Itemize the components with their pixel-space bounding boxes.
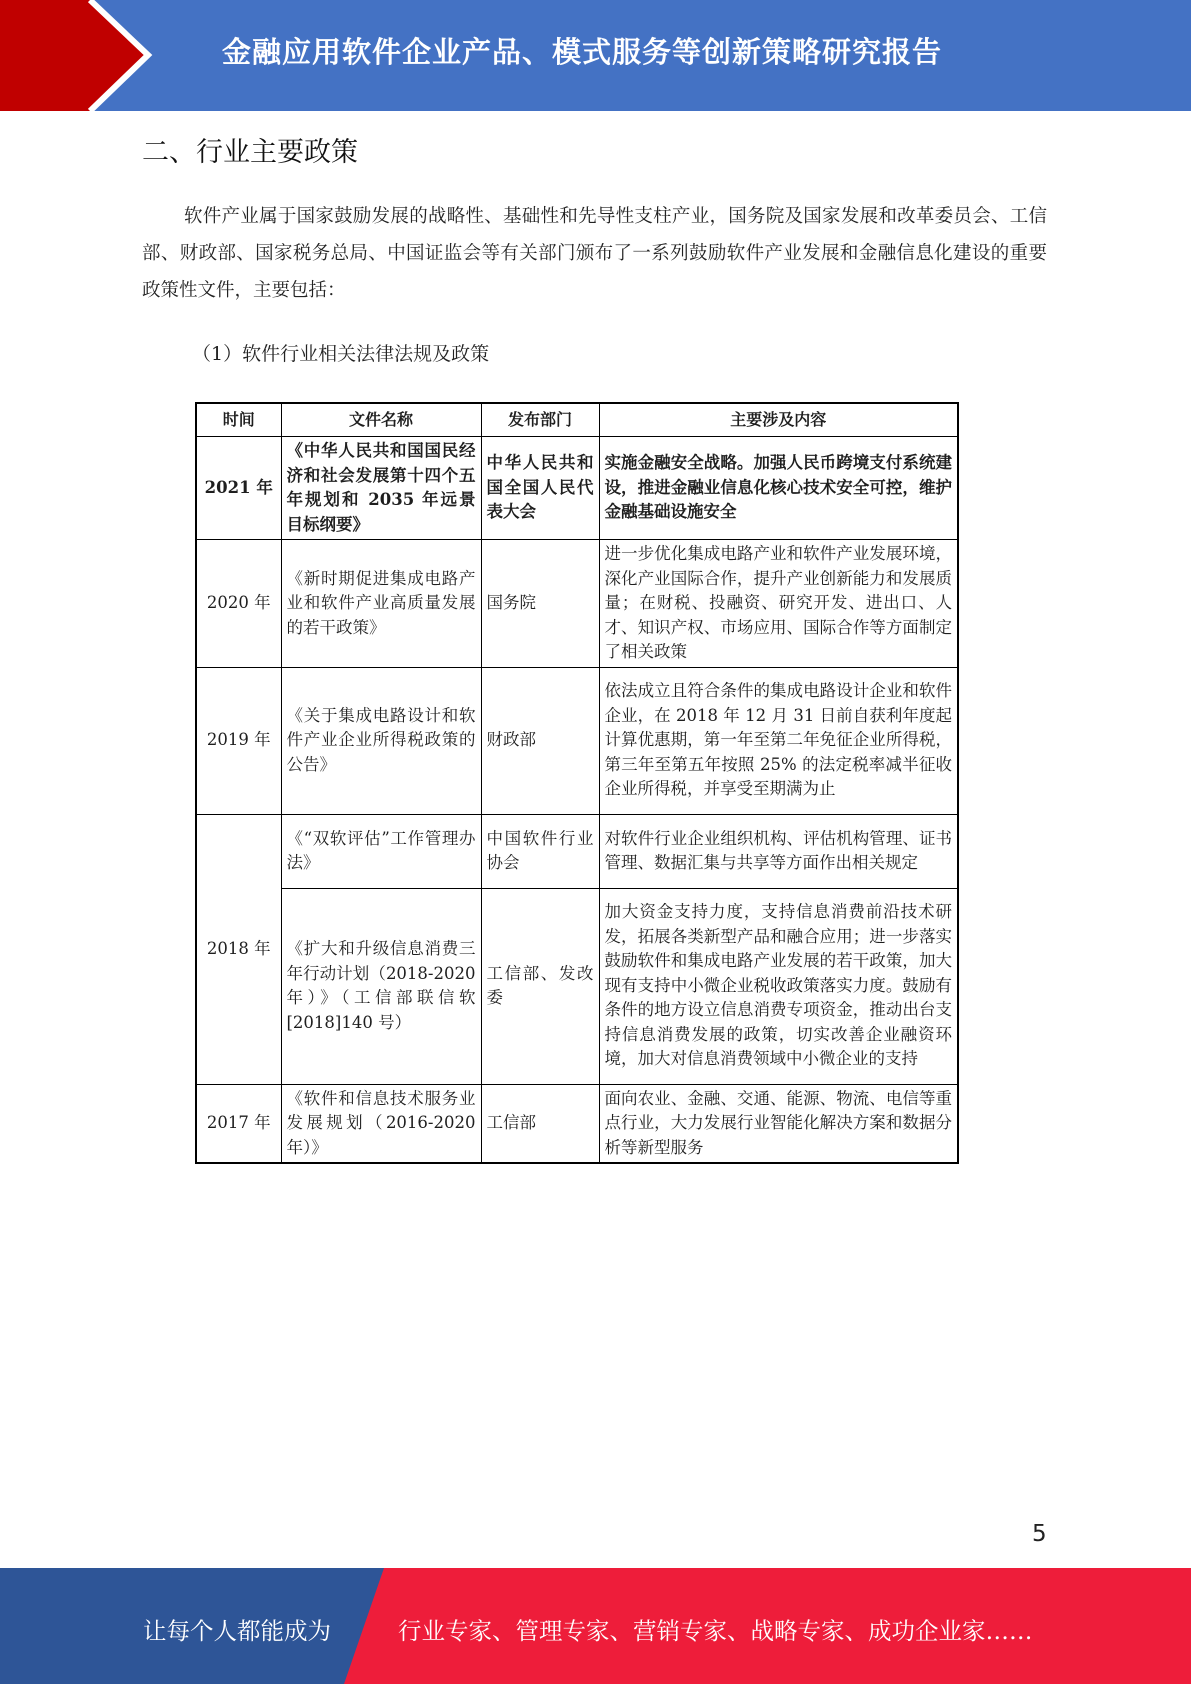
row-content: 面向农业、金融、交通、能源、物流、电信等重点行业，大力发展行业智能化解决方案和数据分析等新型服务 <box>599 1084 958 1163</box>
row-year: 2021 年 <box>196 437 281 540</box>
header-document-name: 文件名称 <box>281 403 481 437</box>
report-title: 金融应用软件企业产品、模式服务等创新策略研究报告 <box>222 35 943 69</box>
row-document-name: 《“双软评估”工作管理办法》 <box>281 814 481 888</box>
policy-table <box>195 402 959 1164</box>
table-header-row <box>196 403 958 437</box>
table-row <box>196 667 958 814</box>
row-year: 2017 年 <box>196 1084 281 1163</box>
table-row <box>196 814 958 888</box>
row-year: 2018 年 <box>196 814 281 1084</box>
row-department: 国务院 <box>481 540 599 668</box>
table-subheading: （1）软件行业相关法律法规及政策 <box>192 343 490 365</box>
row-document-name: 《中华人民共和国国民经济和社会发展第十四个五年规划和 2035 年远景目标纲要》 <box>281 437 481 540</box>
row-content: 实施金融安全战略。加强人民币跨境支付系统建设，推进金融业信息化核心技术安全可控，维护金融基础设施安全 <box>599 437 958 540</box>
row-content: 依法成立且符合条件的集成电路设计企业和软件企业，在 2018 年 12 月 31 日前自获利年度起计算优惠期，第一年至第二年免征企业所得税，第三年至第五年按照 25% 的法定税率减半征收企业所得税，并享受至期满为止 <box>599 667 958 814</box>
row-content: 加大资金支持力度，支持信息消费前沿技术研发，拓展各类新型产品和融合应用；进一步落实鼓励软件和集成电路产业发展的若干政策，加大现有支持中小微企业税收政策落实力度。鼓励有条件的地方设立信息消费专项资金，推动出台支持信息消费发展的政策，切实改善企业融资环境，加大对信息消费领域中小微企业的支持 <box>599 888 958 1084</box>
header-department: 发布部门 <box>481 403 599 437</box>
row-document-name: 《扩大和升级信息消费三年行动计划（2018-2020 年）》（工信部联信软 [2018]140 号） <box>281 888 481 1084</box>
row-department: 工信部、发改委 <box>481 888 599 1084</box>
row-year: 2020 年 <box>196 540 281 668</box>
intro-paragraph: 软件产业属于国家鼓励发展的战略性、基础性和先导性支柱产业，国务院及国家发展和改革委员会、工信部、财政部、国家税务总局、中国证监会等有关部门颁布了一系列鼓励软件产业发展和金融信息化建设的重要政策性文件，主要包括： <box>142 206 1047 301</box>
table-row <box>196 540 958 668</box>
row-year: 2019 年 <box>196 667 281 814</box>
row-document-name: 《软件和信息技术服务业发展规划（2016-2020 年）》 <box>281 1084 481 1163</box>
page-number: 5 <box>1032 1521 1047 1547</box>
header-content: 主要涉及内容 <box>599 403 958 437</box>
table-row <box>196 1084 958 1163</box>
row-document-name: 《新时期促进集成电路产业和软件产业高质量发展的若干政策》 <box>281 540 481 668</box>
row-department: 中华人民共和国全国人民代表大会 <box>481 437 599 540</box>
row-content: 对软件行业企业组织机构、评估机构管理、证书管理、数据汇集与共享等方面作出相关规定 <box>599 814 958 888</box>
header-banner <box>0 0 1191 111</box>
row-department: 中国软件行业协会 <box>481 814 599 888</box>
header-arrow-decoration <box>0 0 160 111</box>
header-time: 时间 <box>196 403 281 437</box>
footer-slogan-right: 行业专家、管理专家、营销专家、战略专家、成功企业家…… <box>398 1617 1033 1645</box>
row-content: 进一步优化集成电路产业和软件产业发展环境，深化产业国际合作，提升产业创新能力和发展质量；在财税、投融资、研究开发、进出口、人才、知识产权、市场应用、国际合作等方面制定了相关政策 <box>599 540 958 668</box>
row-department: 财政部 <box>481 667 599 814</box>
table-row <box>196 888 958 1084</box>
footer-slogan-left: 让每个人都能成为 <box>143 1617 331 1645</box>
table-row <box>196 437 958 540</box>
row-department: 工信部 <box>481 1084 599 1163</box>
section-title: 二、行业主要政策 <box>142 137 358 168</box>
row-document-name: 《关于集成电路设计和软件产业企业所得税政策的公告》 <box>281 667 481 814</box>
footer-banner <box>0 1568 1191 1684</box>
